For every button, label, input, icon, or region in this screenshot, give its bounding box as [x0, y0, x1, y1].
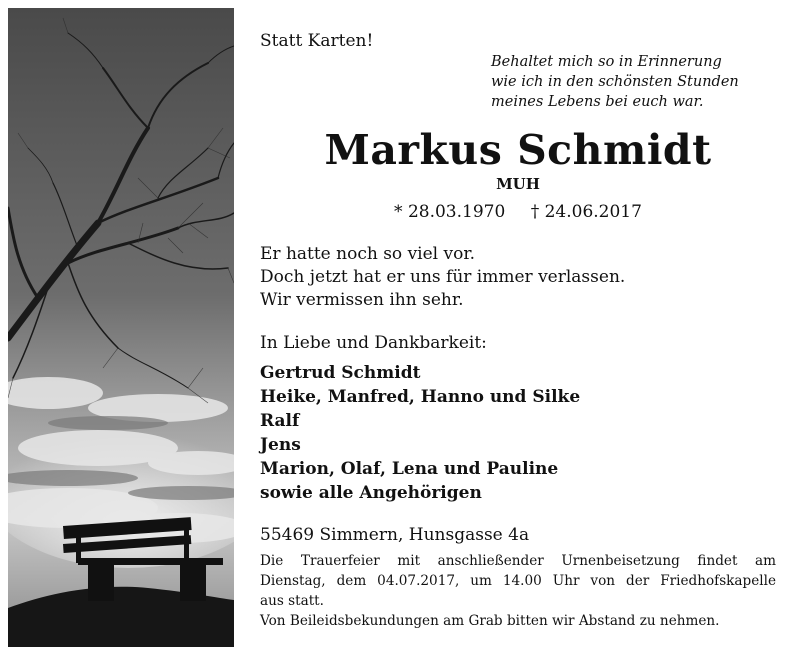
- info-line: Die Trauerfeier mit anschließender Urnenbeisetzung findet am: [260, 553, 776, 569]
- thanks-line: In Liebe und Dankbarkeit:: [260, 333, 487, 353]
- farewell-message: [260, 243, 625, 312]
- funeral-info: [260, 551, 776, 631]
- deceased-nickname: MUH: [496, 175, 540, 193]
- info-line: Dienstag, dem 04.07.2017, um 14.00 Uhr von der Friedhofskapelle: [260, 573, 776, 589]
- message-line: Er hatte noch so viel vor.: [260, 244, 476, 264]
- deceased-name: Markus Schmidt: [324, 126, 712, 174]
- motto-quote: [491, 52, 739, 112]
- info-line: aus statt.: [260, 593, 324, 609]
- message-line: Wir vermissen ihn sehr.: [260, 290, 464, 310]
- motto-line: Behaltet mich so in Erinnerung: [491, 54, 722, 70]
- notice-text-area: [252, 0, 784, 655]
- life-dates: [252, 202, 784, 222]
- family-member: Marion, Olaf, Lena und Pauline: [260, 459, 559, 479]
- message-line: Doch jetzt hat er uns für immer verlassen.: [260, 267, 626, 287]
- death-date: † 24.06.2017: [530, 202, 642, 222]
- family-member: sowie alle Angehörigen: [260, 483, 482, 503]
- family-member: Ralf: [260, 411, 300, 431]
- info-line: Von Beileidsbekundungen am Grab bitten wir Abstand zu nehmen.: [260, 613, 720, 629]
- family-member: Gertrud Schmidt: [260, 363, 421, 383]
- address: 55469 Simmern, Hunsgasse 4a: [260, 525, 530, 545]
- motto-line: wie ich in den schönsten Stunden: [491, 74, 739, 90]
- birth-date: * 28.03.1970: [394, 202, 506, 222]
- motto-line: meines Lebens bei euch war.: [491, 94, 704, 110]
- family-member: Heike, Manfred, Hanno und Silke: [260, 387, 581, 407]
- family-member: Jens: [260, 435, 301, 455]
- family-list: [260, 361, 580, 505]
- statt-karten-label: Statt Karten!: [260, 31, 374, 51]
- photo-illustration: [8, 8, 234, 647]
- tree-bench-photo: [8, 8, 234, 647]
